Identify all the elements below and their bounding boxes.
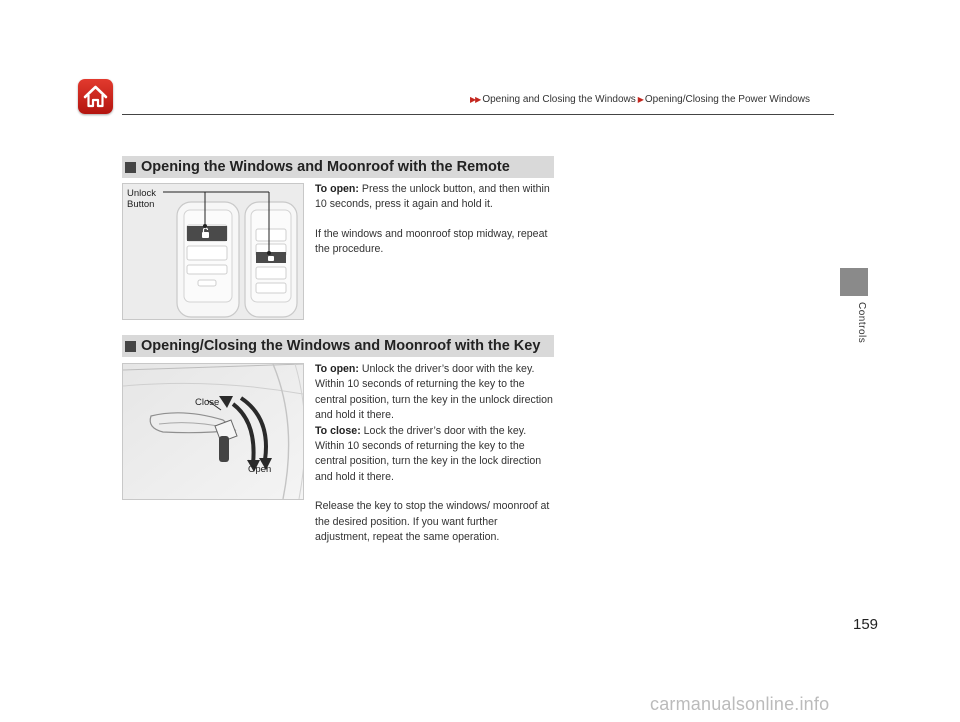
breadcrumb-item-windows[interactable]: Opening and Closing the Windows — [482, 94, 636, 105]
section1-body — [315, 182, 555, 258]
remote-open-text: Press the unlock button, and then within 10 seconds, press it again and hold it. — [315, 183, 550, 211]
breadcrumb-arrow-icon: ▶▶ — [470, 95, 481, 104]
side-tab-marker[interactable] — [840, 268, 868, 296]
close-label: Close — [195, 397, 220, 408]
key-close-text: Lock the driver’s door with the key. Within 10 seconds of returning the key to the central position, turn the key in the lock direction and hold it there. — [315, 424, 542, 483]
breadcrumb-item-power-windows[interactable]: Opening/Closing the Power Windows — [644, 94, 810, 105]
breadcrumb — [470, 94, 810, 105]
unlock-button-label: Unlock Button — [127, 188, 157, 210]
key-door-figure — [122, 363, 304, 500]
section-heading-text: Opening/Closing the Windows and Moonroof with the Key — [141, 338, 541, 354]
side-tab-label[interactable]: Controls — [856, 302, 867, 344]
key-open-text: Unlock the driver’s door with the key. Within 10 seconds of returning the key to the central position, turn the key in the unlock direction and hold it there. — [315, 363, 553, 422]
section-heading-remote — [122, 156, 554, 178]
key-close-instruction — [315, 424, 555, 486]
open-label: Open — [248, 464, 272, 475]
to-open-label: To open: — [315, 183, 359, 195]
key-open-instruction — [315, 362, 555, 424]
section-heading-text: Opening the Windows and Moonroof with the Remote — [141, 159, 510, 175]
remote-figure — [122, 183, 304, 320]
header-divider — [122, 114, 834, 115]
square-bullet-icon — [125, 341, 136, 352]
remote-stop-note: If the windows and moonroof stop midway, repeat the procedure. — [315, 227, 548, 256]
square-bullet-icon — [125, 162, 136, 173]
home-icon — [78, 79, 113, 114]
to-close-label: To close: — [315, 424, 361, 437]
breadcrumb-arrow-icon: ▶ — [637, 95, 643, 104]
page-number: 159 — [853, 616, 879, 633]
section-heading-key — [122, 335, 554, 357]
door-handle-illustration — [123, 364, 303, 499]
section2-body — [315, 362, 555, 545]
key-release-note: Release the key to stop the windows/ moonroof at the desired position. If you want further adjustment, repeat the same operation. — [315, 500, 550, 544]
remote-open-instruction — [315, 182, 555, 213]
to-open-label: To open: — [315, 363, 359, 375]
watermark: carmanualsonline.info — [650, 694, 830, 714]
home-button[interactable] — [78, 79, 113, 114]
